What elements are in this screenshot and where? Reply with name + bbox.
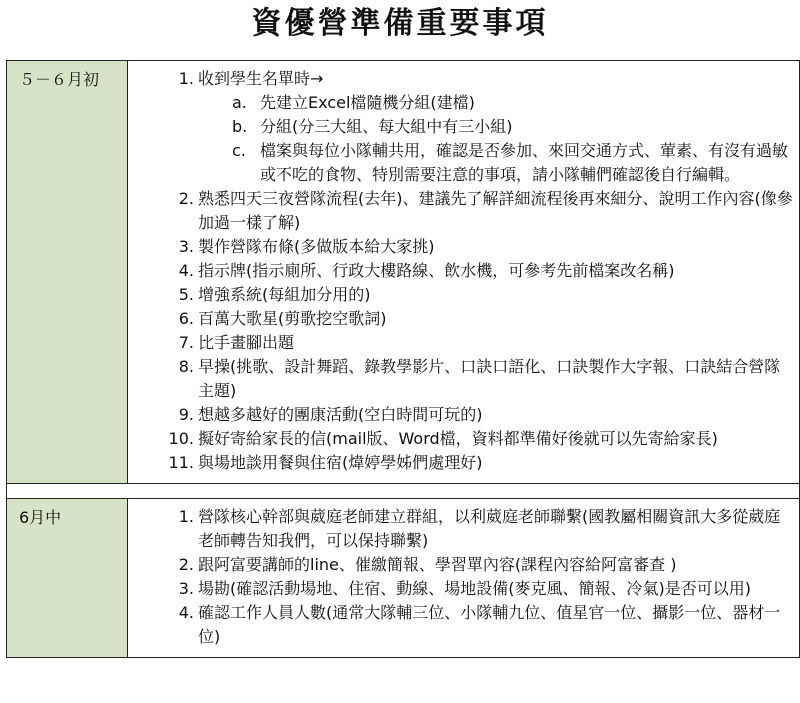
list-item [128,451,793,475]
period-cell: ５－６月初 [7,61,128,484]
item-text: 增強系統(每組加分用的) [198,285,371,304]
list-item [128,331,793,355]
item-number: 3. [178,237,194,256]
item-number: 2. [178,555,194,574]
list-item [128,307,793,331]
item-text: 確認工作人員人數(通常大隊輔三位、小隊輔九位、值星官一位、攝影一位、器材一位) [198,603,781,646]
sub-letter: c. [232,141,246,160]
item-number: 2. [178,189,194,208]
item-text: 百萬大歌星(剪歌挖空歌詞) [198,309,387,328]
list-item [128,187,793,235]
item-text: 與場地談用餐與住宿(煒婷學姊們處理好) [198,453,483,472]
sub-letter: b. [232,117,248,136]
item-text: 營隊核心幹部與葳庭老師建立群組，以利葳庭老師聯繫(國教屬相關資訊大多從葳庭老師轉告知我們，可以保持聯繫) [198,507,781,550]
item-text: 收到學生名單時→ [198,69,324,88]
item-number: 9. [178,405,194,424]
table-row [7,61,800,484]
item-number: 4. [178,603,194,622]
item-text: 想越多越好的團康活動(空白時間可玩的) [198,405,483,424]
task-list [128,67,793,475]
sub-item [198,139,793,187]
sub-text: 先建立Excel檔隨機分組(建檔) [260,93,475,112]
list-item [128,283,793,307]
item-number: 6. [178,309,194,328]
list-item [128,601,793,649]
period-cell: 6月中 [7,499,128,658]
table-row [7,499,800,658]
sub-list [198,91,793,187]
sub-text: 檔案與每位小隊輔共用，確認是否參加、來回交通方式、葷素、有沒有過敏或不吃的食物、特別需要注意的事項，請小隊輔們確認後自行編輯。 [260,141,789,184]
item-text: 擬好寄給家長的信(mail版、Word檔，資料都準備好後就可以先寄給家長) [198,429,718,448]
item-text: 比手畫腳出題 [198,333,295,352]
item-text: 指示牌(指示廁所、行政大樓路線、飲水機，可參考先前檔案改名稱) [198,261,675,280]
item-number: 3. [178,579,194,598]
separator-cell [7,484,800,499]
bottom-fade [0,689,800,703]
item-number: 5. [178,285,194,304]
list-item [128,427,793,451]
item-text: 早操(挑歌、設計舞蹈、錄教學影片、口訣口語化、口訣製作大字報、口訣結合營隊主題) [198,357,781,400]
list-item [128,355,793,403]
row-separator [7,484,800,499]
list-item [128,403,793,427]
item-number: 1. [178,69,194,88]
item-text: 場勘(確認活動場地、住宿、動線、場地設備(麥克風、簡報、冷氣)是否可以用) [198,579,751,598]
list-item [128,259,793,283]
item-number: 4. [178,261,194,280]
item-number: 11. [168,453,194,472]
item-text: 製作營隊布條(多做版本給大家挑) [198,237,435,256]
item-number: 1. [178,507,194,526]
list-item [128,553,793,577]
sub-item [198,115,793,139]
item-text: 熟悉四天三夜營隊流程(去年)、建議先了解詳細流程後再來細分、說明工作內容(像參加過一樣了解) [198,189,793,232]
tasks-cell [128,61,800,484]
tasks-cell [128,499,800,658]
sub-letter: a. [232,93,247,112]
document-title: 資優營準備重要事項 [251,6,549,41]
sub-item [198,91,793,115]
item-number: 8. [178,357,194,376]
item-text: 跟阿富要講師的line、催繳簡報、學習單內容(課程內容給阿富審查 ) [198,555,677,574]
list-item [128,235,793,259]
item-number: 10. [168,429,194,448]
item-number: 7. [178,333,194,352]
list-item [128,67,793,187]
list-item [128,577,793,601]
list-item [128,505,793,553]
task-list [128,505,793,649]
sub-text: 分組(分三大組、每大組中有三小組) [260,117,513,136]
schedule-table [6,60,800,658]
